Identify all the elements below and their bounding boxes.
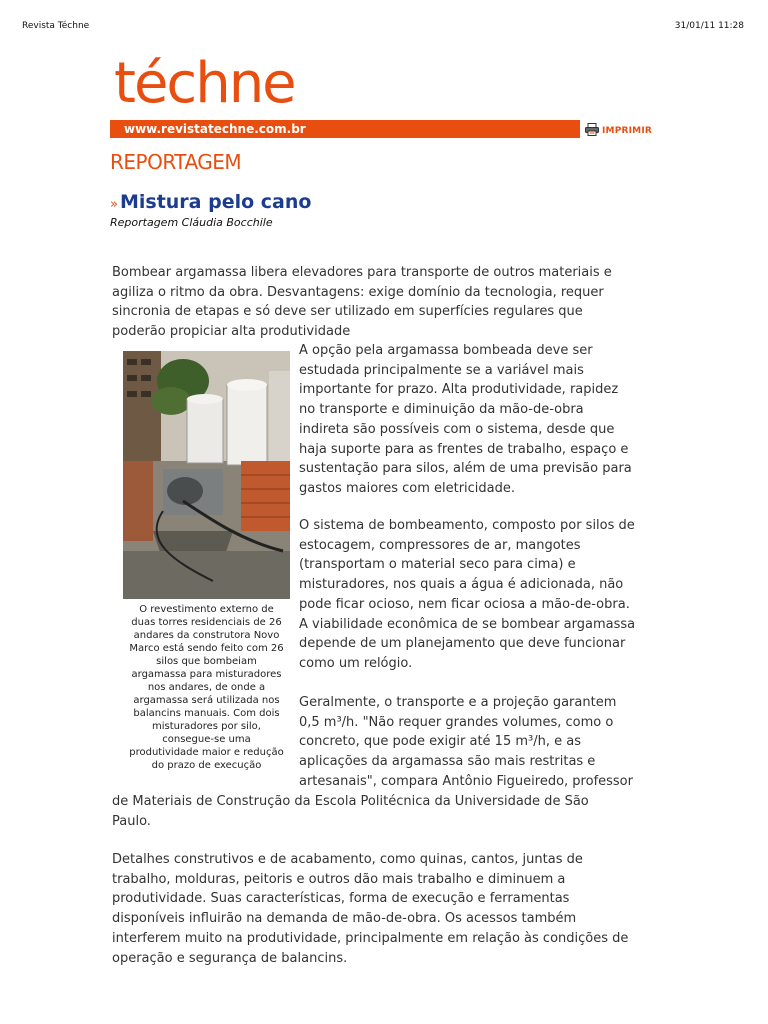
article-title-block xyxy=(110,191,311,213)
text-line: Detalhes construtivos e de acabamento, como quinas, cantos, juntas de xyxy=(112,852,583,867)
article-photo xyxy=(123,351,290,599)
paragraph-3a xyxy=(299,693,633,792)
text-line: aplicações da argamassa são mais restritas e xyxy=(299,754,596,770)
text-line: trabalho, molduras, peitoris e outros dão mais trabalho e diminuem a xyxy=(112,871,566,887)
caption-line: argamassa será utilizada nos xyxy=(133,695,280,706)
article-title: Mistura pelo cano xyxy=(119,191,312,213)
text-line: A viabilidade econômica de se bombear argamassa xyxy=(299,616,636,632)
caption-line: misturadores por silo, xyxy=(152,721,261,732)
paragraph-2 xyxy=(299,516,635,674)
caption-line: Marco está sendo feito com 26 xyxy=(129,643,284,654)
caption-line: do prazo de execução xyxy=(151,760,262,771)
text-line: misturadores, nos quais a água é adicionada, não xyxy=(299,577,624,593)
text-line: poderão propiciar alta produtividade xyxy=(112,324,351,340)
text-line: agiliza o ritmo da obra. Desvantagens: exige domínio da tecnologia, requer xyxy=(112,284,604,300)
header-site: Revista Téchne xyxy=(22,21,90,31)
paragraph-1 xyxy=(299,341,632,499)
header-datetime: 31/01/11 11:28 xyxy=(674,21,744,31)
paragraph-3b xyxy=(112,792,589,831)
text-line: pode ficar ocioso, nem ficar ociosa a mão-de-obra. xyxy=(299,596,630,612)
text-line: disponíveis influirão na demanda de mão-de-obra. Os acessos também xyxy=(112,911,577,927)
text-line: haja suporte para as frentes de trabalho, espaço e xyxy=(299,441,629,457)
text-line: 0,5 m³/h. "Não requer grandes volumes, como o xyxy=(299,714,614,730)
caption-line: nos andares, de onde a xyxy=(147,682,266,693)
paragraph-4 xyxy=(112,850,628,968)
text-line: Bombear argamassa libera elevadores para transporte de outros materiais e xyxy=(112,265,612,280)
title-marker: » xyxy=(110,197,118,212)
caption-line: silos que bombeiam xyxy=(156,656,257,667)
caption-line: argamassa para misturadores xyxy=(131,669,282,680)
text-line: depende de um planejamento que deve funcionar xyxy=(299,636,626,652)
article-byline: Reportagem Cláudia Bocchile xyxy=(110,216,273,229)
text-line: (transportam o material seco para cima) e xyxy=(299,557,576,573)
text-line: como um relógio. xyxy=(299,655,413,671)
techne-logo[interactable]: téchne xyxy=(114,51,295,116)
caption-line: consegue-se uma xyxy=(162,734,251,745)
section-label: REPORTAGEM xyxy=(110,150,242,174)
caption-line: duas torres residenciais de 26 xyxy=(131,617,282,628)
text-line: produtividade. Suas características, forma de execução e ferramentas xyxy=(112,891,570,907)
text-line: estudada principalmente se a variável mais xyxy=(299,362,584,378)
photo-caption xyxy=(123,603,290,772)
text-line: importante for prazo. Alta produtividade, rapidez xyxy=(299,382,619,398)
text-line: operação e segurança de balancins. xyxy=(112,950,348,966)
text-line: artesanais", compara Antônio Figueiredo, professor xyxy=(299,773,633,789)
text-line: Geralmente, o transporte e a projeção garantem xyxy=(299,695,617,710)
text-line: de Materiais de Construção da Escola Politécnica da Universidade de São xyxy=(112,794,589,809)
text-line: Paulo. xyxy=(112,813,151,829)
text-line: O sistema de bombeamento, composto por silos de xyxy=(299,518,635,533)
print-label: IMPRIMIR xyxy=(602,125,653,136)
site-url-bar[interactable]: www.revistatechne.com.br xyxy=(110,120,580,138)
print-button[interactable] xyxy=(585,121,652,140)
text-line: sustentação para silos, além de uma previsão para xyxy=(299,461,632,477)
text-line: interferem muito na produtividade, principalmente em relação às condições de xyxy=(112,930,629,946)
text-line: indireta são possíveis com o sistema, desde que xyxy=(299,421,615,437)
text-line: sincronia de etapas e só deve ser utilizado em superfícies regulares que xyxy=(112,304,583,320)
printer-icon xyxy=(585,121,599,140)
caption-line: produtividade maior e redução xyxy=(129,747,284,758)
text-line: no transporte e diminuição da mão-de-obra xyxy=(299,402,584,418)
text-line: A opção pela argamassa bombeada deve ser xyxy=(299,343,593,358)
text-line: gastos maiores com eletricidade. xyxy=(299,480,516,496)
text-line: estocagem, compressores de ar, mangotes xyxy=(299,537,581,553)
caption-line: O revestimento externo de xyxy=(139,604,274,615)
caption-line: balancins manuais. Com dois xyxy=(133,708,280,719)
caption-line: andares da construtora Novo xyxy=(133,630,280,641)
lead-paragraph xyxy=(112,263,612,342)
text-line: concreto, que pode exigir até 15 m³/h, e as xyxy=(299,734,581,750)
